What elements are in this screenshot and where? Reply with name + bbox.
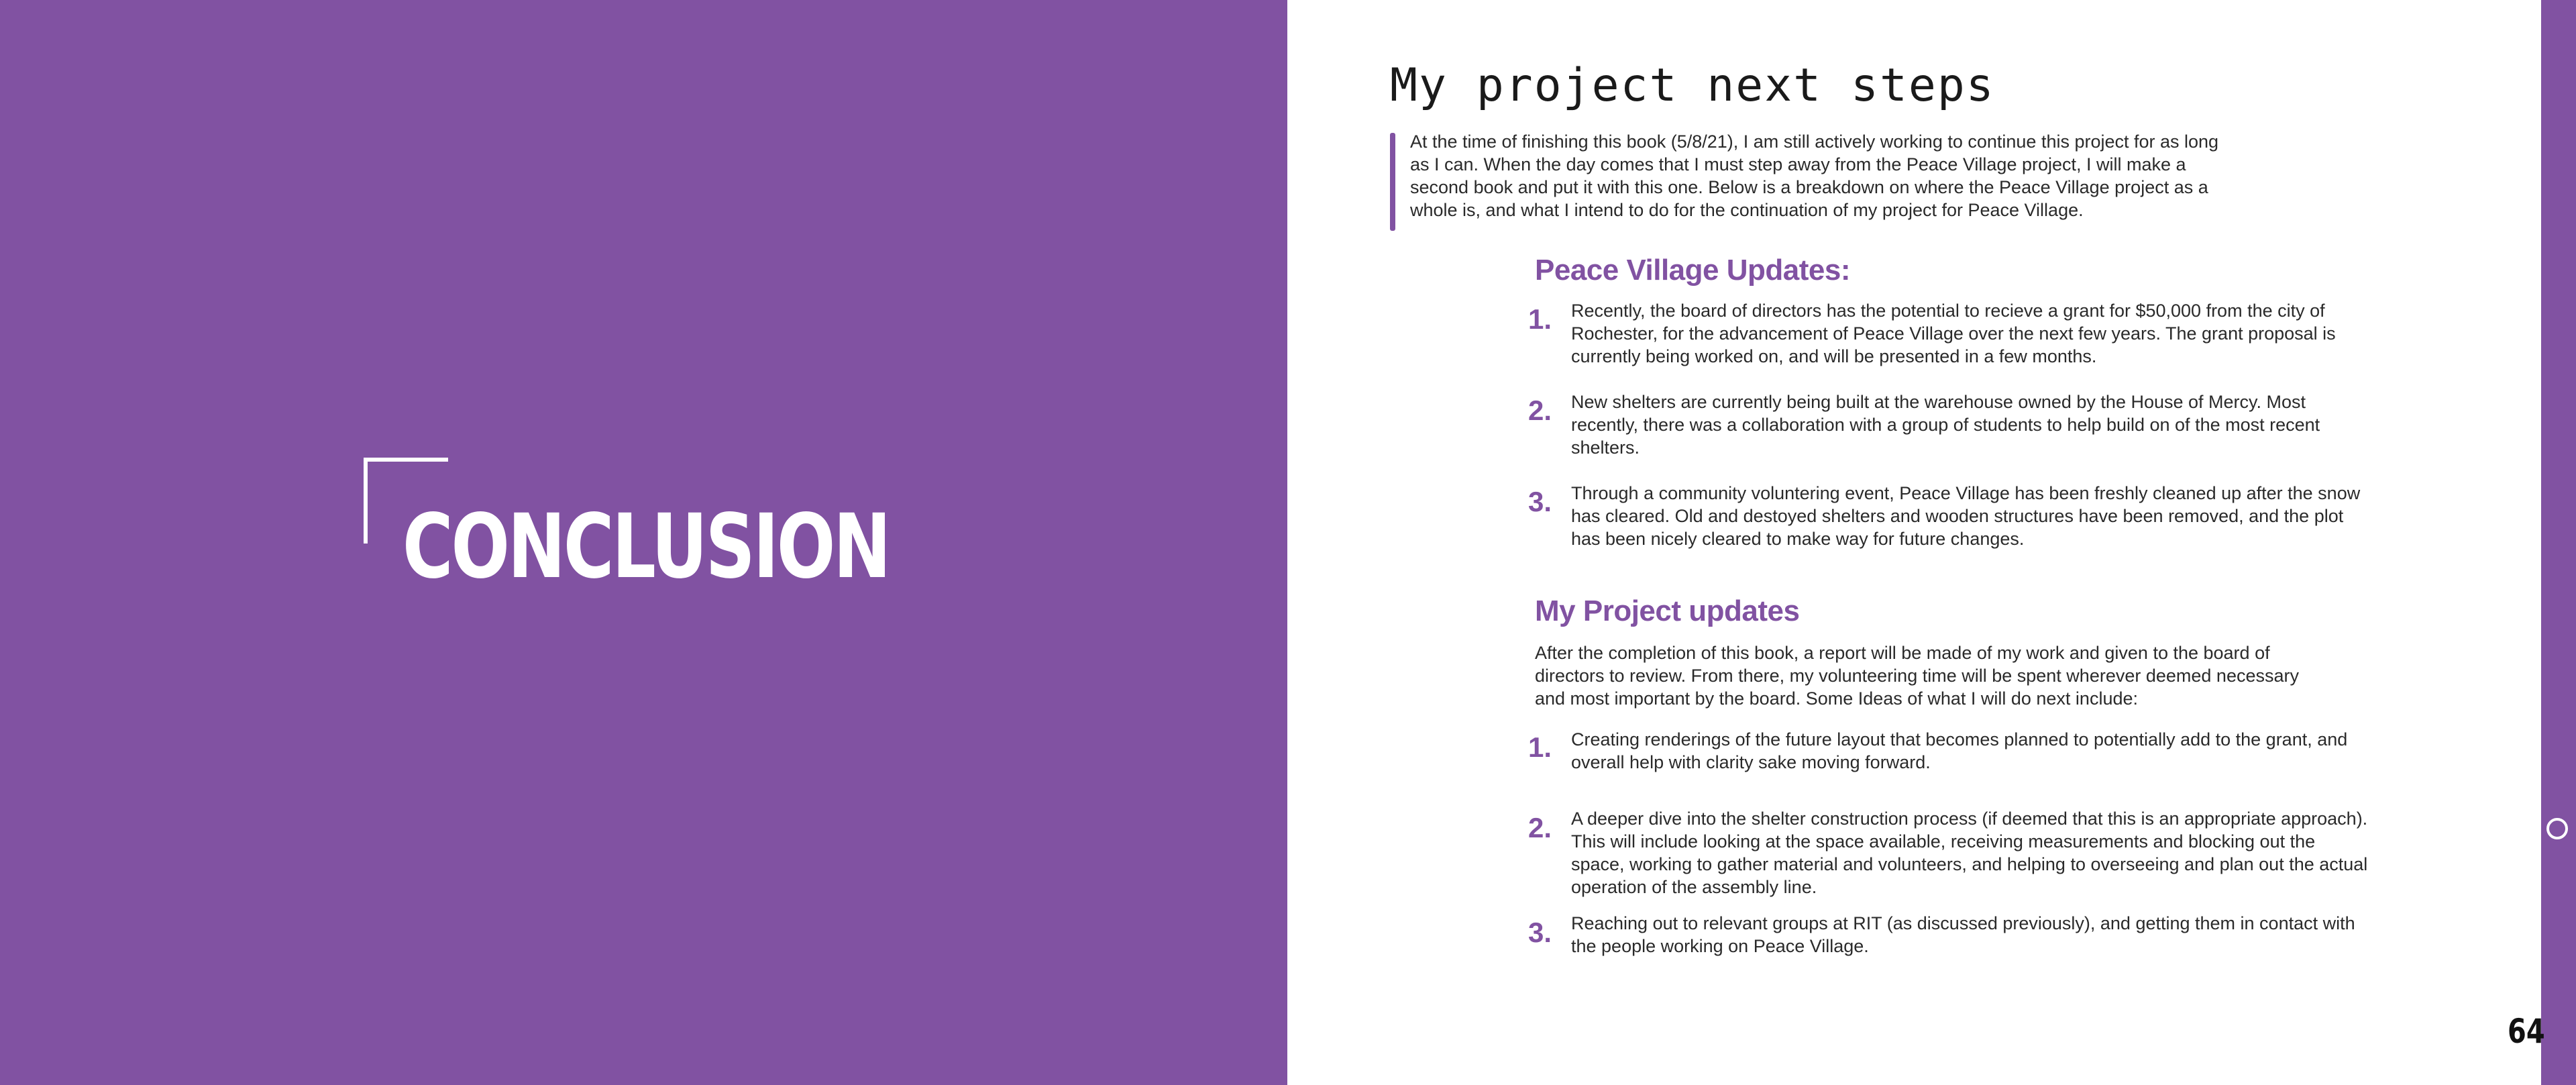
page-number: 64 — [2508, 1012, 2545, 1051]
list-item: A deeper dive into the shelter construction process (if deemed that this is an appropriate approach). This will include looking at the space available, receiving measurements and blocking out the space, working to gather material and volunteers, and helping to overseeing and plan out the actual operation of the assembly line. — [1571, 809, 2368, 897]
section-title: CONCLUSION — [402, 495, 890, 599]
village-updates-heading: Peace Village Updates: — [1535, 254, 1850, 287]
list-number: 3. — [1528, 486, 1552, 517]
list-number: 1. — [1528, 303, 1552, 335]
list-item: Recently, the board of directors has the potential to recieve a grant for $50,000 from the city of Rochester, for the advancement of Peace Village over the next few years. The grant proposal is currently being worked on, and will be presented in a few months. — [1571, 301, 2336, 366]
intro-accent-bar — [1390, 133, 1395, 231]
right-edge-strip — [2541, 0, 2576, 1085]
project-updates-heading: My Project updates — [1535, 595, 1800, 627]
list-number: 1. — [1528, 731, 1552, 763]
list-item: Creating renderings of the future layout that becomes planned to potentially add to the grant, and overall help with clarity sake moving forward. — [1571, 729, 2348, 772]
left-panel — [0, 0, 1287, 1085]
list-number: 3. — [1528, 917, 1552, 948]
list-item: New shelters are currently being built at the warehouse owned by the House of Mercy. Most recently, there was a collaboration with a group of students to help build on of the most recent shelters. — [1571, 392, 2320, 458]
intro-paragraph: At the time of finishing this book (5/8/21), I am still actively working to continue this project for as long as I can. When the day comes that I must step away from the Peace Village project, I will make a second book and put it with this one. Below is a breakdown on where the Peace Village project as a whole is, and what I intend to do for the continuation of my project for Peace Village. — [1410, 132, 2219, 220]
project-updates-intro: After the completion of this book, a report will be made of my work and given to the board of directors to review. From there, my volunteering time will be spent wherever deemed necessary and most important by the board. Some Ideas of what I will do next include: — [1535, 643, 2299, 709]
list-number: 2. — [1528, 395, 1552, 426]
list-item: Reaching out to relevant groups at RIT (as discussed previously), and getting them in contact with the people working on Peace Village. — [1571, 913, 2355, 956]
list-item: Through a community voluntering event, Peace Village has been freshly cleaned up after the snow has cleared. Old and destoyed shelters and wooden structures have been removed, and the plot has been nicely cleared to make way for future changes. — [1571, 483, 2361, 549]
list-number: 2. — [1528, 812, 1552, 843]
circle-marker-icon — [2546, 818, 2568, 839]
page-title: My project next steps — [1390, 59, 1995, 112]
